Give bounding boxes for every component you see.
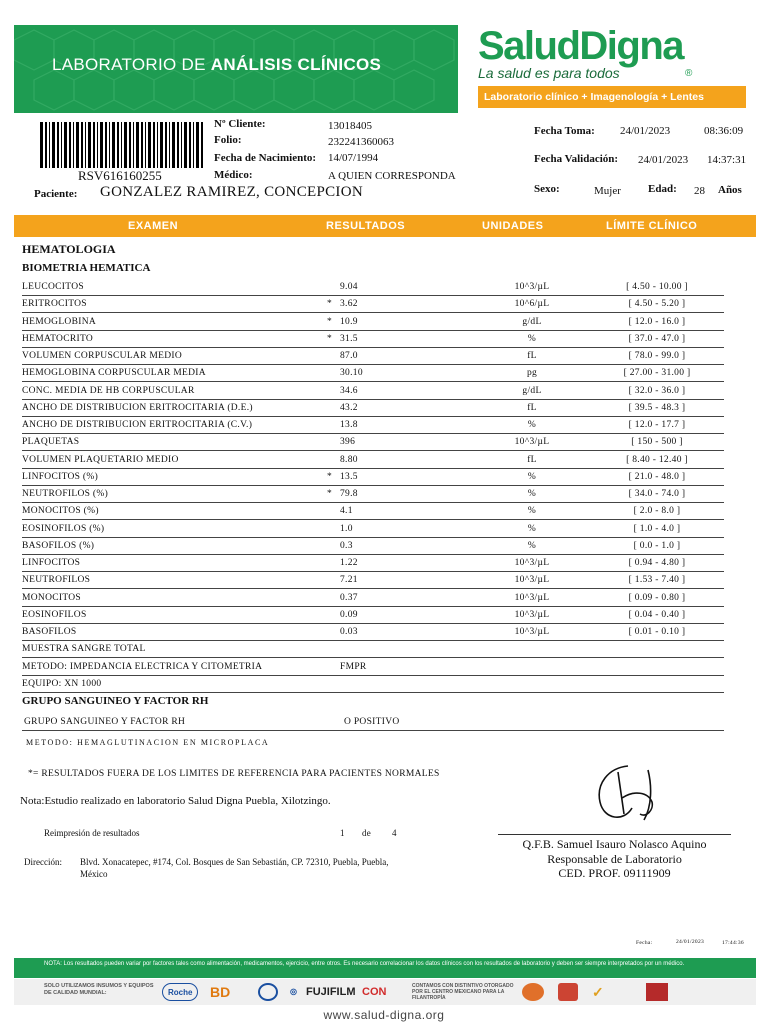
table-row-grupo xyxy=(22,714,724,731)
row-unit: % xyxy=(527,489,537,499)
barcode-icon xyxy=(38,122,206,168)
table-row xyxy=(22,521,724,538)
fecha-validacion-value: 24/01/2023 xyxy=(638,154,689,166)
row-result: 43.2 xyxy=(340,402,358,413)
row-name: LINFOCITOS (%) xyxy=(22,471,99,482)
banner-title-prefix: LABORATORIO DE xyxy=(52,55,211,74)
row-unit: fL xyxy=(527,454,537,465)
row-name: VOLUMEN CORPUSCULAR MEDIO xyxy=(22,351,183,361)
hora-validacion-value: 14:37:31 xyxy=(707,154,747,166)
table-row xyxy=(22,383,724,400)
banner-title-bold: ANÁLISIS CLÍNICOS xyxy=(210,55,382,74)
table-row xyxy=(22,572,724,589)
signer-role: Responsable de Laboratorio xyxy=(547,852,682,866)
row-limit: [ 0.09 - 0.80 ] xyxy=(628,592,686,603)
nacimiento-label: Fecha de Nacimiento: xyxy=(214,152,317,164)
row-unit: g/dL xyxy=(522,316,542,327)
row-unit: 10^6/µL xyxy=(514,299,550,310)
row-unit: 10^3/µL xyxy=(514,437,550,448)
table-row xyxy=(22,279,724,296)
edad-value: 28 xyxy=(694,185,705,197)
col-resultados: RESULTADOS xyxy=(326,220,406,232)
page-current: 1 xyxy=(340,828,345,838)
hora-toma-value: 08:36:09 xyxy=(704,125,744,137)
row-name: NEUTROFILOS xyxy=(22,575,91,586)
row-result: 13.8 xyxy=(340,420,358,430)
row-result: 3.62 xyxy=(340,299,358,310)
table-row xyxy=(22,607,724,624)
table-row xyxy=(22,417,724,434)
row-name: ERITROCITOS xyxy=(22,299,87,310)
col-limite: LÍMITE CLÍNICO xyxy=(606,220,698,232)
row-result: 8.80 xyxy=(340,454,358,465)
row-unit: 10^3/µL xyxy=(514,609,550,620)
eye-logo-icon xyxy=(258,983,278,1001)
row-unit: % xyxy=(527,471,537,482)
table-row xyxy=(22,296,724,313)
folio-label: Folio: xyxy=(214,134,242,146)
row-limit: [ 0.94 - 4.80 ] xyxy=(628,558,686,568)
bd-logo: BD xyxy=(210,984,231,1000)
row-name: EOSINOFILOS xyxy=(22,609,87,620)
table-row xyxy=(22,538,724,555)
row-limit: [ 0.04 - 0.40 ] xyxy=(628,609,686,620)
brand-name-text: SaludDigna xyxy=(478,24,684,68)
row-unit: 10^3/µL xyxy=(514,282,550,292)
row-flag: * xyxy=(327,471,333,482)
print-date-label: Fecha: xyxy=(636,940,653,946)
medico-value: A QUIEN CORRESPONDA xyxy=(328,170,456,182)
col-unidades: UNIDADES xyxy=(482,220,544,232)
roche-logo: Roche xyxy=(162,983,198,1001)
distintivo-text: CONTAMOS CON DISTINTIVO OTORGADO POR EL CENTRO MEXICANO PARA LA FILANTROPÍA xyxy=(412,983,514,1001)
row-result: 4.1 xyxy=(340,506,353,517)
row-name: HEMOGLOBINA xyxy=(22,316,97,327)
row-result: 13.5 xyxy=(340,471,358,482)
signer-cedula: CED. PROF. 09111909 xyxy=(558,866,671,880)
row-unit: pg xyxy=(526,368,538,379)
row-unit: fL xyxy=(527,351,537,361)
row-result: 79.8 xyxy=(340,489,358,499)
nacimiento-value: 14/07/1994 xyxy=(328,152,379,164)
table-row xyxy=(22,641,724,658)
row-name: HEMATOCRITO xyxy=(22,333,94,344)
page-total: 4 xyxy=(392,828,397,838)
row-result: 1.0 xyxy=(340,523,353,534)
row-name: LINFOCITOS xyxy=(22,558,81,568)
row-result: 31.5 xyxy=(340,333,358,344)
sexo-value: Mujer xyxy=(594,185,621,197)
row-limit: [ 21.0 - 48.0 ] xyxy=(628,471,686,482)
signature-line xyxy=(498,834,731,835)
row-unit: % xyxy=(527,506,537,517)
row-limit: [ 1.0 - 4.0 ] xyxy=(633,523,681,534)
row-result: 0.03 xyxy=(340,627,358,637)
signature-icon xyxy=(588,762,668,828)
results-table-header xyxy=(14,215,756,237)
row-result: 0.09 xyxy=(340,609,358,620)
row-result: O POSITIVO xyxy=(344,717,400,727)
table-row xyxy=(22,624,724,641)
cliente-value: 13018405 xyxy=(328,120,372,132)
row-name: NEUTROFILOS (%) xyxy=(22,489,109,499)
row-result: 1.22 xyxy=(340,558,358,568)
row-name: MONOCITOS (%) xyxy=(22,506,99,517)
fecha-toma-value: 24/01/2023 xyxy=(620,125,671,137)
row-limit: [ 150 - 500 ] xyxy=(631,437,683,448)
row-limit: [ 39.5 - 48.3 ] xyxy=(628,402,686,413)
reimpresion-label: Reimpresión de resultados xyxy=(44,828,140,838)
row-name: ANCHO DE DISTRIBUCION ERITROCITARIA (C.V.) xyxy=(22,420,253,430)
medico-label: Médico: xyxy=(214,169,253,181)
table-row xyxy=(22,400,724,417)
row-name: CONC. MEDIA DE HB CORPUSCULAR xyxy=(22,385,195,396)
institution-logo-icon xyxy=(646,983,668,1001)
paciente-name: GONZALEZ RAMIREZ, CONCEPCION xyxy=(100,184,363,200)
row-result: 30.10 xyxy=(340,368,363,379)
website-url: www.salud-digna.org xyxy=(323,1008,445,1022)
anos-label: Años xyxy=(718,184,742,196)
section-biometria: BIOMETRIA HEMATICA xyxy=(22,262,151,274)
row-flag: * xyxy=(327,316,333,327)
direccion-line-1: Blvd. Xonacatepec, #174, Col. Bosques de San Sebastián, CP. 72310, Puebla, Puebla, xyxy=(80,857,389,867)
table-row xyxy=(22,676,724,693)
row-name: EQUIPO: XN 1000 xyxy=(22,678,102,689)
insumos-text: SOLO UTILIZAMOS INSUMOS Y EQUIPOS DE CALIDAD MUNDIAL: xyxy=(44,983,154,996)
row-name: GRUPO SANGUINEO Y FACTOR RH xyxy=(24,717,186,727)
table-row xyxy=(22,434,724,451)
row-result: 0.3 xyxy=(340,540,353,551)
row-unit: 10^3/µL xyxy=(514,627,550,637)
check-logo-icon: ✓ xyxy=(592,984,604,1000)
fujifilm-logo: FUJIFILM xyxy=(306,986,356,998)
metodo-grupo: METODO: HEMAGLUTINACION EN MICROPLACA xyxy=(26,738,270,747)
cliente-label: Nº Cliente: xyxy=(214,118,266,130)
header-banner xyxy=(14,25,458,113)
section-hematologia: HEMATOLOGIA xyxy=(22,242,116,256)
row-name: VOLUMEN PLAQUETARIO MEDIO xyxy=(22,454,179,465)
table-row xyxy=(22,452,724,469)
row-name: PLAQUETAS xyxy=(22,437,80,448)
row-name: MONOCITOS xyxy=(22,592,82,603)
row-flag: * xyxy=(327,333,333,344)
row-flag: * xyxy=(327,299,333,310)
table-row xyxy=(22,659,724,676)
row-result: 7.21 xyxy=(340,575,358,586)
row-limit: [ 2.0 - 8.0 ] xyxy=(633,506,681,517)
row-name: EOSINOFILOS (%) xyxy=(22,523,105,534)
row-limit: [ 4.50 - 5.20 ] xyxy=(628,299,686,310)
signer-name: Q.F.B. Samuel Isauro Nolasco Aquino xyxy=(522,837,707,851)
direccion-label: Dirección: xyxy=(24,857,62,867)
row-name: BASOFILOS (%) xyxy=(22,540,95,551)
row-name: BASOFILOS xyxy=(22,627,77,637)
row-result: FMPR xyxy=(340,661,367,672)
registered-mark: ® xyxy=(685,68,693,79)
badge-logo-icon xyxy=(522,983,544,1001)
table-row xyxy=(22,555,724,572)
row-limit: [ 0.0 - 1.0 ] xyxy=(633,540,681,551)
row-limit: [ 37.0 - 47.0 ] xyxy=(628,333,686,344)
fecha-validacion-label: Fecha Validación: xyxy=(534,153,619,165)
row-result: 9.04 xyxy=(340,282,358,292)
row-result: 396 xyxy=(340,437,356,448)
row-result: 0.37 xyxy=(340,592,358,603)
row-unit: % xyxy=(527,333,537,344)
table-row xyxy=(22,590,724,607)
row-limit: [ 0.01 - 0.10 ] xyxy=(628,627,686,637)
row-limit: [ 12.0 - 16.0 ] xyxy=(628,316,686,327)
brand-tagline: La salud es para todos xyxy=(478,65,620,81)
print-date: 24/01/2023 xyxy=(676,939,705,945)
barcode-number: RSV616160255 xyxy=(78,168,162,183)
row-unit: 10^3/µL xyxy=(514,575,550,586)
row-limit: [ 32.0 - 36.0 ] xyxy=(628,385,686,396)
row-name: METODO: IMPEDANCIA ELECTRICA Y CITOMETRIA xyxy=(22,661,263,672)
table-row xyxy=(22,365,724,382)
row-unit: fL xyxy=(527,402,537,413)
row-unit: 10^3/µL xyxy=(514,558,550,568)
row-limit: [ 78.0 - 99.0 ] xyxy=(628,351,686,361)
row-result: 34.6 xyxy=(340,385,358,396)
folio-value: 232241360063 xyxy=(328,136,394,148)
nota-fuera-limites: *= RESULTADOS FUERA DE LOS LIMITES DE REFERENCIA PARA PACIENTES NORMALES xyxy=(28,769,440,779)
row-unit: % xyxy=(527,420,537,430)
row-unit: g/dL xyxy=(522,385,542,396)
row-limit: [ 8.40 - 12.40 ] xyxy=(626,454,688,465)
section-grupo-sanguineo: GRUPO SANGUINEO Y FACTOR RH xyxy=(22,695,209,707)
row-limit: [ 12.0 - 17.7 ] xyxy=(628,420,686,430)
page-of: de xyxy=(362,828,372,838)
row-limit: [ 27.00 - 31.00 ] xyxy=(623,368,691,379)
nota-estudio: Nota:Estudio realizado en laboratorio Salud Digna Puebla, Xilotzingo. xyxy=(20,795,331,807)
brand-logo xyxy=(478,26,750,108)
sexo-label: Sexo: xyxy=(534,183,560,195)
row-name: LEUCOCITOS xyxy=(22,282,84,292)
row-name: HEMOGLOBINA CORPUSCULAR MEDIA xyxy=(22,368,206,379)
paciente-label: Paciente: xyxy=(34,188,78,200)
footer-note: NOTA: Los resultados pueden variar por factores tales como alimentación, medicamentos, ejercicio, entre otros. Es necesario correlacionar los datos clínicos con los resultados de laboratorio y deben ser siempre interpretados por un médico. xyxy=(14,958,756,978)
globe-logo-icon: ◎ xyxy=(290,987,297,996)
table-row xyxy=(22,503,724,520)
print-time: 17:44:36 xyxy=(722,940,744,946)
table-row xyxy=(22,314,724,331)
fecha-toma-label: Fecha Toma: xyxy=(534,125,595,137)
brand-services-bar: Laboratorio clínico + Imagenología + Lentes xyxy=(478,86,746,108)
table-row xyxy=(22,348,724,365)
con-logo: CON xyxy=(362,986,387,998)
row-result: 10.9 xyxy=(340,316,358,327)
edad-label: Edad: xyxy=(648,183,677,195)
footer-logos xyxy=(14,979,756,1005)
row-limit: [ 1.53 - 7.40 ] xyxy=(628,575,686,586)
row-name: MUESTRA SANGRE TOTAL xyxy=(22,644,146,655)
row-limit: [ 4.50 - 10.00 ] xyxy=(626,282,688,292)
banner-title xyxy=(52,55,381,75)
row-name: ANCHO DE DISTRIBUCION ERITROCITARIA (D.E.) xyxy=(22,402,253,413)
direccion-line-2: México xyxy=(80,869,108,879)
row-limit: [ 34.0 - 74.0 ] xyxy=(628,489,686,499)
row-unit: 10^3/µL xyxy=(514,592,550,603)
table-row xyxy=(22,331,724,348)
col-examen: EXAMEN xyxy=(128,220,179,232)
table-row xyxy=(22,486,724,503)
seal-logo-icon xyxy=(558,983,578,1001)
row-unit: % xyxy=(527,540,537,551)
table-row xyxy=(22,469,724,486)
row-flag: * xyxy=(327,489,333,499)
row-result: 87.0 xyxy=(340,351,358,361)
row-unit: % xyxy=(527,523,537,534)
